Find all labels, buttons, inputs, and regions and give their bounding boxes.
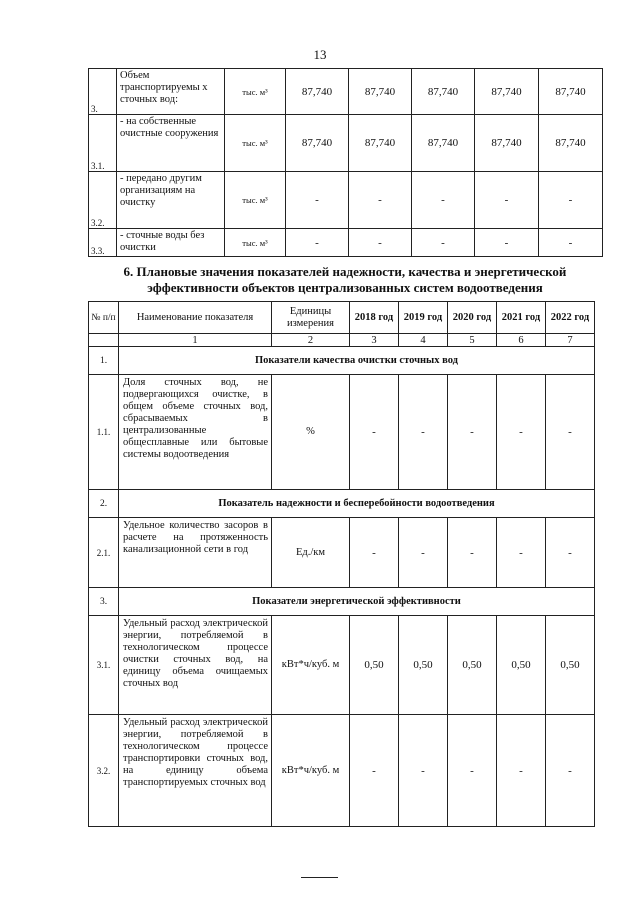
value-cell: 0,50 (399, 616, 448, 715)
unit-cell: тыс. м³ (225, 69, 286, 115)
section-heading (88, 264, 602, 296)
value-cell: 0,50 (350, 616, 399, 715)
column-number-blank (89, 334, 119, 347)
unit-cell: тыс. м³ (225, 229, 286, 257)
value-cell: - (412, 172, 475, 229)
unit-cell: тыс. м³ (225, 172, 286, 229)
value-cell: - (546, 715, 595, 827)
header-year: 2021 год (497, 302, 546, 334)
section-title: Показатели энергетической эффективности (119, 588, 595, 616)
header-year: 2019 год (399, 302, 448, 334)
value-cell: 87,740 (412, 69, 475, 115)
value-cell: - (475, 229, 539, 257)
row-number: 3.1. (89, 616, 119, 715)
value-cell: 87,740 (539, 115, 603, 172)
column-number: 1 (119, 334, 272, 347)
section-number: 1. (89, 347, 119, 375)
table-row (89, 715, 595, 827)
column-number: 7 (546, 334, 595, 347)
value-cell: - (539, 229, 603, 257)
value-cell: 87,740 (286, 115, 349, 172)
value-cell: - (286, 229, 349, 257)
row-number: 3. (89, 69, 117, 115)
volume-table (88, 68, 603, 257)
value-cell: 87,740 (539, 69, 603, 115)
page-number: 13 (313, 47, 327, 62)
value-cell: 87,740 (475, 69, 539, 115)
row-number: 3.1. (89, 115, 117, 172)
value-cell: - (448, 375, 497, 490)
indicator-description: Удельный расход электрической энергии, потребляемой в технологическом процессе транспортировки сточных вод, на единицу объема транспортируемых сточных вод (119, 715, 272, 827)
indicator-name: Объем транспортируемы х сточных вод: (117, 69, 225, 115)
section-title: Показатель надежности и бесперебойности водоотведения (119, 490, 595, 518)
table-row (89, 69, 603, 115)
value-cell: - (546, 375, 595, 490)
indicator-name: - на собственные очистные сооружения (117, 115, 225, 172)
indicator-description: Удельное количество засоров в расчете на протяженность канализационной сети в год (119, 518, 272, 588)
table-row (89, 172, 603, 229)
table-row (89, 229, 603, 257)
indicator-name: - передано другим организациям на очистку (117, 172, 225, 229)
value-cell: 0,50 (448, 616, 497, 715)
unit-cell: кВт*ч/куб. м (272, 616, 350, 715)
header-year: 2022 год (546, 302, 595, 334)
indicators-table (88, 301, 595, 827)
value-cell: - (539, 172, 603, 229)
value-cell: - (286, 172, 349, 229)
value-cell: - (448, 518, 497, 588)
section-number: 2. (89, 490, 119, 518)
table-row (89, 616, 595, 715)
unit-cell: тыс. м³ (225, 115, 286, 172)
value-cell: 0,50 (497, 616, 546, 715)
column-number: 3 (350, 334, 399, 347)
indicator-description: Удельный расход электрической энергии, потребляемой в технологическом процессе очистки сточных вод, на единицу объема очищаемых сточных вод (119, 616, 272, 715)
value-cell: - (350, 715, 399, 827)
section-heading-line-2: эффективности объектов централизованных систем водоотведения (147, 280, 543, 295)
header-year: 2020 год (448, 302, 497, 334)
header-unit: Единицы измерения (272, 302, 350, 334)
value-cell: - (350, 375, 399, 490)
value-cell: - (448, 715, 497, 827)
row-number: 3.2. (89, 172, 117, 229)
table-row (89, 518, 595, 588)
value-cell: - (399, 518, 448, 588)
value-cell: - (399, 375, 448, 490)
header-number: № п/п (89, 302, 119, 334)
value-cell: 87,740 (412, 115, 475, 172)
value-cell: - (475, 172, 539, 229)
value-cell: 87,740 (475, 115, 539, 172)
table-row (89, 375, 595, 490)
indicator-name: - сточные воды без очистки (117, 229, 225, 257)
unit-cell: Ед./км (272, 518, 350, 588)
section-title: Показатели качества очистки сточных вод (119, 347, 595, 375)
header-name: Наименование показателя (119, 302, 272, 334)
section-row (89, 588, 595, 616)
value-cell: - (349, 172, 412, 229)
value-cell: 87,740 (286, 69, 349, 115)
row-number: 3.3. (89, 229, 117, 257)
value-cell: - (399, 715, 448, 827)
value-cell: 0,50 (546, 616, 595, 715)
section-heading-line-1: 6. Плановые значения показателей надежности, качества и энергетической (123, 264, 567, 279)
value-cell: - (546, 518, 595, 588)
row-number: 1.1. (89, 375, 119, 490)
column-number: 2 (272, 334, 350, 347)
header-year: 2018 год (350, 302, 399, 334)
section-row (89, 347, 595, 375)
footer-divider (301, 877, 338, 878)
value-cell: - (497, 375, 546, 490)
value-cell: - (349, 229, 412, 257)
column-number-row (89, 334, 595, 347)
value-cell: 87,740 (349, 115, 412, 172)
unit-cell: кВт*ч/куб. м (272, 715, 350, 827)
column-number: 4 (399, 334, 448, 347)
header-row (89, 302, 595, 334)
value-cell: - (412, 229, 475, 257)
row-number: 3.2. (89, 715, 119, 827)
section-number: 3. (89, 588, 119, 616)
table-row (89, 115, 603, 172)
section-row (89, 490, 595, 518)
unit-cell: % (272, 375, 350, 490)
value-cell: - (497, 715, 546, 827)
value-cell: 87,740 (349, 69, 412, 115)
indicator-description: Доля сточных вод, не подвергающихся очистке, в общем объеме сточных вод, сбрасываемых в централизованные общесплавные или бытовые системы водоотведения (119, 375, 272, 490)
column-number: 6 (497, 334, 546, 347)
column-number: 5 (448, 334, 497, 347)
value-cell: - (350, 518, 399, 588)
value-cell: - (497, 518, 546, 588)
row-number: 2.1. (89, 518, 119, 588)
